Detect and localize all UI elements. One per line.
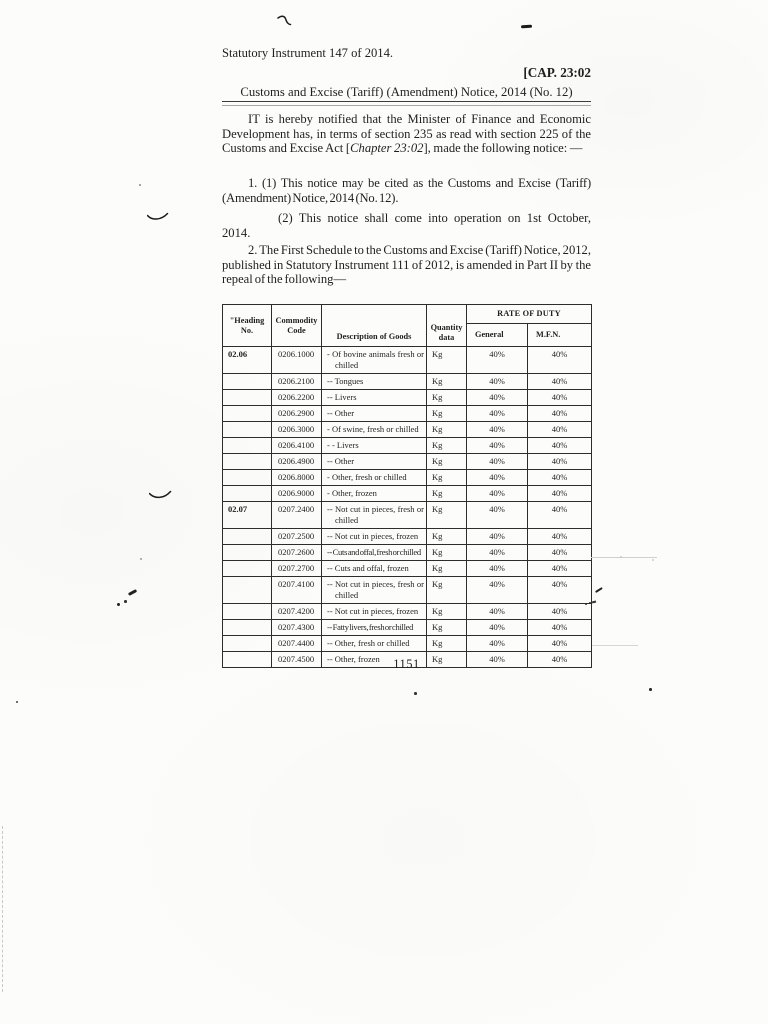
cell-code: 0206.9000 bbox=[272, 486, 322, 502]
cell-code: 0206.1000 bbox=[272, 347, 322, 374]
header-quantity: Quantity data bbox=[427, 305, 467, 347]
cell-mfn: 40% bbox=[528, 652, 592, 668]
scan-mark-bottom-left-tick bbox=[128, 589, 137, 596]
cell-heading bbox=[223, 545, 272, 561]
cell-heading bbox=[223, 620, 272, 636]
cell-quantity: Kg bbox=[427, 545, 467, 561]
cell-description: -- Livers bbox=[322, 390, 427, 406]
cell-general: 40% bbox=[467, 577, 528, 604]
scan-speck bbox=[139, 184, 141, 186]
table-row bbox=[223, 374, 592, 390]
cell-quantity: Kg bbox=[427, 529, 467, 545]
cell-mfn: 40% bbox=[528, 620, 592, 636]
cell-description: - Of bovine animals fresh or chilled bbox=[322, 347, 427, 374]
scan-speck bbox=[414, 692, 417, 695]
cell-general: 40% bbox=[467, 636, 528, 652]
cell-code: 0207.2700 bbox=[272, 561, 322, 577]
cell-quantity: Kg bbox=[427, 652, 467, 668]
cell-heading bbox=[223, 470, 272, 486]
cell-mfn: 40% bbox=[528, 577, 592, 604]
cap-reference: [CAP. 23:02 bbox=[523, 65, 591, 80]
scan-speck bbox=[16, 701, 18, 703]
cell-description: -- Cuts and offal, frozen bbox=[322, 561, 427, 577]
cell-description: -- Not cut in pieces, fresh or chilled bbox=[322, 502, 427, 529]
table-row bbox=[223, 577, 592, 604]
table-row bbox=[223, 486, 592, 502]
cell-general: 40% bbox=[467, 390, 528, 406]
cell-description: - Other, frozen bbox=[322, 486, 427, 502]
cell-mfn: 40% bbox=[528, 636, 592, 652]
cell-code: 0207.4100 bbox=[272, 577, 322, 604]
cell-quantity: Kg bbox=[427, 454, 467, 470]
cell-heading bbox=[223, 454, 272, 470]
cell-code: 0206.3000 bbox=[272, 422, 322, 438]
cell-general: 40% bbox=[467, 454, 528, 470]
header-commodity-code: Commodity Code bbox=[272, 305, 322, 347]
scan-speck bbox=[124, 600, 127, 603]
cell-mfn: 40% bbox=[528, 454, 592, 470]
table-row bbox=[223, 529, 592, 545]
cell-description: -- Fatty livers, fresh or chilled bbox=[322, 620, 427, 636]
cell-code: 0207.2400 bbox=[272, 502, 322, 529]
cell-code: 0206.4900 bbox=[272, 454, 322, 470]
table-row bbox=[223, 604, 592, 620]
table-row bbox=[223, 454, 592, 470]
table-row bbox=[223, 390, 592, 406]
cell-quantity: Kg bbox=[427, 390, 467, 406]
cell-heading bbox=[223, 486, 272, 502]
cell-mfn: 40% bbox=[528, 545, 592, 561]
cell-general: 40% bbox=[467, 470, 528, 486]
title-underline-rule bbox=[222, 101, 591, 106]
cell-description: - - Livers bbox=[322, 438, 427, 454]
header-description: Description of Goods bbox=[322, 305, 427, 347]
cell-description: -- Tongues bbox=[322, 374, 427, 390]
cell-general: 40% bbox=[467, 438, 528, 454]
cell-quantity: Kg bbox=[427, 636, 467, 652]
scan-speck bbox=[652, 559, 654, 561]
scan-mark-right-tick bbox=[595, 587, 603, 593]
cell-quantity: Kg bbox=[427, 406, 467, 422]
cell-description: -- Other, frozen bbox=[322, 652, 427, 668]
document-title: Customs and Excise (Tariff) (Amendment) Notice, 2014 (No. 12) bbox=[240, 85, 573, 99]
cell-general: 40% bbox=[467, 620, 528, 636]
table-row bbox=[223, 422, 592, 438]
cell-heading bbox=[223, 561, 272, 577]
cell-quantity: Kg bbox=[427, 502, 467, 529]
cell-code: 0207.2500 bbox=[272, 529, 322, 545]
cell-general: 40% bbox=[467, 486, 528, 502]
cell-description: -- Cuts and offal, fresh or chilled bbox=[322, 545, 427, 561]
cell-heading: 02.07 bbox=[223, 502, 272, 529]
cell-heading bbox=[223, 390, 272, 406]
cell-heading bbox=[223, 438, 272, 454]
cell-description: -- Not cut in pieces, fresh or chilled bbox=[322, 577, 427, 604]
cell-description: -- Other bbox=[322, 406, 427, 422]
scan-left-edge-dashed-line bbox=[2, 826, 3, 992]
cell-general: 40% bbox=[467, 545, 528, 561]
cell-general: 40% bbox=[467, 561, 528, 577]
header-heading-no: "Heading No. bbox=[223, 305, 272, 347]
scan-speck bbox=[140, 558, 142, 560]
cell-heading bbox=[223, 406, 272, 422]
cell-general: 40% bbox=[467, 406, 528, 422]
page-number: 1151 bbox=[393, 657, 420, 671]
cell-general: 40% bbox=[467, 604, 528, 620]
cell-code: 0206.2100 bbox=[272, 374, 322, 390]
cell-mfn: 40% bbox=[528, 604, 592, 620]
cell-description: - Of swine, fresh or chilled bbox=[322, 422, 427, 438]
cell-heading bbox=[223, 636, 272, 652]
cell-mfn: 40% bbox=[528, 561, 592, 577]
cell-quantity: Kg bbox=[427, 561, 467, 577]
table-row bbox=[223, 502, 592, 529]
cell-mfn: 40% bbox=[528, 502, 592, 529]
scan-mark-right-small-dash bbox=[592, 601, 596, 604]
clause-2-paragraph: 2. The First Schedule to the Customs and Excise (Tariff) Notice, 2012, published in Statutory Instrument 111 of 2012, is amended in Part II by the repeal of the following— bbox=[222, 243, 591, 287]
table-row bbox=[223, 438, 592, 454]
scan-mark-top-squiggle bbox=[277, 15, 292, 27]
cell-quantity: Kg bbox=[427, 347, 467, 374]
preamble-chapter-citation: Chapter 23:02 bbox=[350, 141, 424, 156]
scan-faint-line bbox=[591, 557, 657, 558]
cell-description: - Other, fresh or chilled bbox=[322, 470, 427, 486]
tariff-repeal-table bbox=[222, 304, 592, 668]
cell-general: 40% bbox=[467, 502, 528, 529]
table-body bbox=[223, 347, 592, 668]
cell-general: 40% bbox=[467, 652, 528, 668]
cell-mfn: 40% bbox=[528, 374, 592, 390]
scan-speck bbox=[620, 556, 622, 558]
cell-quantity: Kg bbox=[427, 422, 467, 438]
cell-description: -- Not cut in pieces, frozen bbox=[322, 604, 427, 620]
header-mfn: M.F.N. bbox=[528, 324, 592, 347]
cell-heading bbox=[223, 577, 272, 604]
preamble-paragraph bbox=[222, 112, 591, 156]
table-row bbox=[223, 470, 592, 486]
cell-code: 0207.4300 bbox=[272, 620, 322, 636]
cell-description: -- Other, fresh or chilled bbox=[322, 636, 427, 652]
cell-general: 40% bbox=[467, 529, 528, 545]
table-row bbox=[223, 406, 592, 422]
cell-mfn: 40% bbox=[528, 422, 592, 438]
cell-code: 0206.2900 bbox=[272, 406, 322, 422]
cell-quantity: Kg bbox=[427, 470, 467, 486]
cell-mfn: 40% bbox=[528, 347, 592, 374]
preamble-text-before: IT is hereby notified that the Minister of Finance and Economic Development has, in terms of section 235 as read with section 225 of the Customs and Excise Act [ bbox=[222, 112, 591, 156]
cell-general: 40% bbox=[467, 347, 528, 374]
table-row bbox=[223, 545, 592, 561]
cell-quantity: Kg bbox=[427, 620, 467, 636]
table-row bbox=[223, 561, 592, 577]
table-row bbox=[223, 347, 592, 374]
cell-quantity: Kg bbox=[427, 438, 467, 454]
cell-mfn: 40% bbox=[528, 486, 592, 502]
table-row bbox=[223, 636, 592, 652]
cell-description: -- Not cut in pieces, frozen bbox=[322, 529, 427, 545]
cell-mfn: 40% bbox=[528, 470, 592, 486]
cell-heading bbox=[223, 374, 272, 390]
cell-heading bbox=[223, 422, 272, 438]
cell-general: 40% bbox=[467, 374, 528, 390]
table-header-row-top bbox=[223, 305, 592, 324]
cell-mfn: 40% bbox=[528, 406, 592, 422]
preamble-text-after: ], made the following notice: — bbox=[423, 141, 583, 156]
cell-quantity: Kg bbox=[427, 604, 467, 620]
cell-description: -- Other bbox=[322, 454, 427, 470]
scan-speck bbox=[117, 603, 120, 606]
cell-general: 40% bbox=[467, 422, 528, 438]
table-row bbox=[223, 620, 592, 636]
cell-code: 0207.4500 bbox=[272, 652, 322, 668]
clause-1-2-paragraph: (2) This notice shall come into operation on 1st October, 2014. bbox=[222, 211, 591, 240]
header-general: General bbox=[467, 324, 528, 347]
cell-code: 0206.8000 bbox=[272, 470, 322, 486]
cell-mfn: 40% bbox=[528, 438, 592, 454]
cell-quantity: Kg bbox=[427, 374, 467, 390]
cell-mfn: 40% bbox=[528, 529, 592, 545]
header-rate-of-duty: RATE OF DUTY bbox=[467, 305, 592, 324]
cell-code: 0206.4100 bbox=[272, 438, 322, 454]
scan-speck bbox=[649, 688, 652, 691]
scan-mark-top-right-dash bbox=[521, 25, 532, 28]
scan-faint-line bbox=[592, 645, 638, 646]
scan-mark-left-curve-2 bbox=[149, 490, 172, 500]
cell-heading bbox=[223, 604, 272, 620]
cell-quantity: Kg bbox=[427, 486, 467, 502]
cell-code: 0207.4200 bbox=[272, 604, 322, 620]
cell-quantity: Kg bbox=[427, 577, 467, 604]
cell-code: 0206.2200 bbox=[272, 390, 322, 406]
scan-mark-left-curve-1 bbox=[147, 212, 169, 222]
cell-mfn: 40% bbox=[528, 390, 592, 406]
statutory-instrument-line: Statutory Instrument 147 of 2014. bbox=[222, 46, 394, 60]
clause-1-1-paragraph: 1. (1) This notice may be cited as the Customs and Excise (Tariff) (Amendment) Notice, 2014 (No. 12). bbox=[222, 176, 591, 205]
cell-heading bbox=[223, 529, 272, 545]
cell-code: 0207.4400 bbox=[272, 636, 322, 652]
cell-code: 0207.2600 bbox=[272, 545, 322, 561]
cell-heading: 02.06 bbox=[223, 347, 272, 374]
